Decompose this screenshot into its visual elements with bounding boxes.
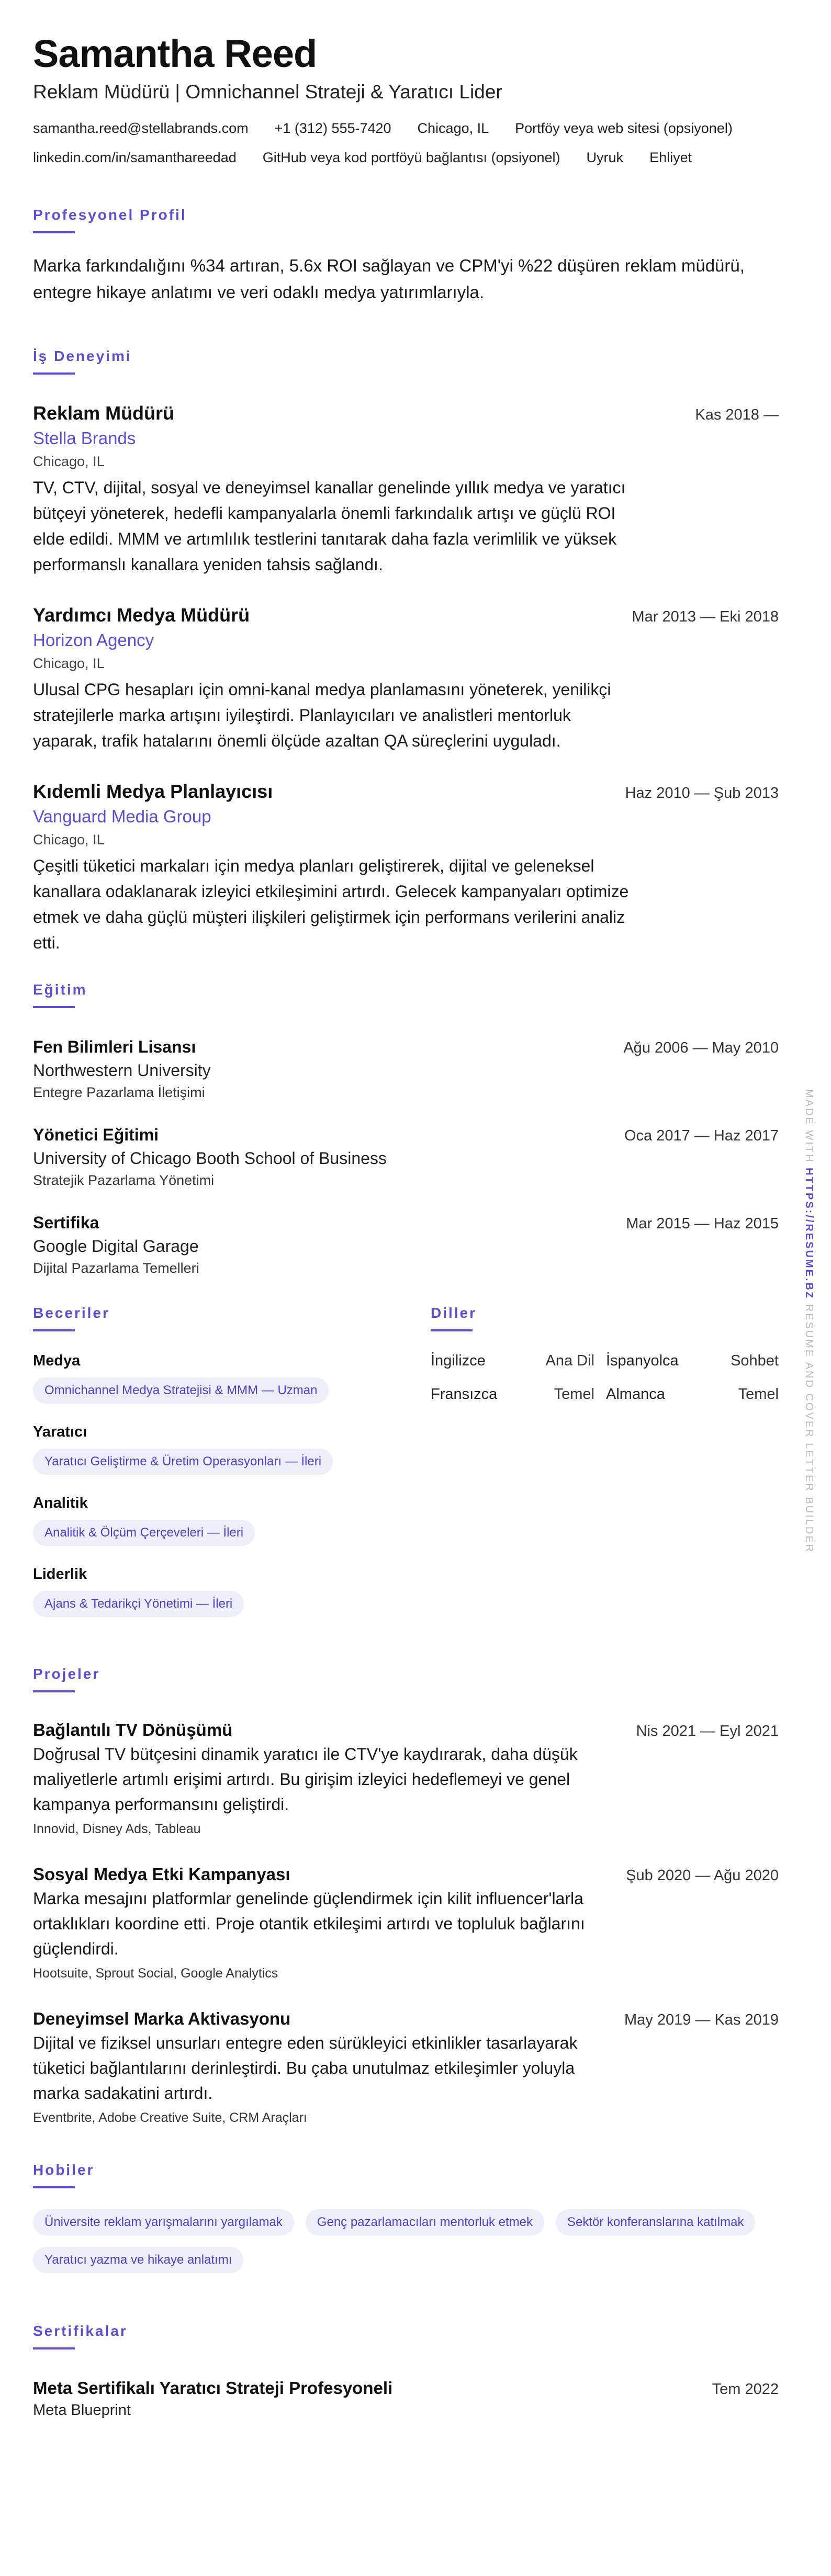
- certifications-section: [33, 2322, 779, 2421]
- experience-section: [33, 347, 779, 956]
- contact-linkedin[interactable]: linkedin.com/in/samanthareedad: [33, 150, 237, 165]
- section-divider: [33, 2347, 75, 2349]
- education-item: [33, 1035, 779, 1102]
- certifications-list: [33, 2377, 779, 2421]
- job-company: Stella Brands: [33, 428, 136, 448]
- project-item: [33, 1863, 779, 1983]
- languages-list: [431, 1350, 779, 1405]
- hobbies-section: [33, 2161, 779, 2285]
- language-item: [606, 1350, 779, 1371]
- project-description: Marka mesajını platformlar genelinde güçlendirmek için kilit influencer'larla ortaklıkları koordine etti. Proje otantik etkileşimi artırdı ve topluluk bağlarını güçlendirdi.: [33, 1889, 585, 1958]
- skills-list: [33, 1350, 431, 1617]
- skill-chip: Ajans & Tedarikçi Yönetimi — İleri: [33, 1591, 244, 1617]
- contact-phone[interactable]: +1 (312) 555-7420: [274, 120, 391, 136]
- certification-name: Meta Sertifikalı Yaratıcı Strateji Profesyoneli: [33, 2378, 393, 2398]
- skill-chip: Yaratıcı Geliştirme & Üretim Operasyonları — İleri: [33, 1449, 333, 1475]
- language-item: [606, 1384, 779, 1405]
- project-dates: May 2019 — Kas 2019: [624, 2012, 779, 2028]
- languages-section: [431, 1304, 779, 1635]
- experience-item: [33, 401, 779, 578]
- job-dates: Kas 2018 —: [695, 406, 779, 423]
- section-divider: [33, 1329, 75, 1331]
- job-title: Kıdemli Medya Planlayıcısı: [33, 781, 273, 802]
- section-divider: [431, 1329, 473, 1331]
- hobbies-list: [33, 2209, 787, 2285]
- section-title-experience: İş Deneyimi: [33, 348, 132, 364]
- contact-list: [33, 119, 797, 166]
- section-divider: [33, 1006, 75, 1008]
- project-description: Doğrusal TV bütçesini dinamik yaratıcı ile CTV'ye kaydırarak, daha düşük maliyetlerle artımlı erişimi artırdı. Bu girişim izleyici hedeflemeyi ve genel kampanya performansını geliştirdi.: [33, 1745, 578, 1814]
- watermark-link[interactable]: HTTPS://RESUME.BZ: [803, 1168, 815, 1300]
- project-name: Sosyal Medya Etki Kampanyası: [33, 1865, 290, 1884]
- project-tools: Innovid, Disney Ads, Tableau: [33, 1822, 201, 1836]
- skill-group: [33, 1493, 431, 1546]
- section-divider: [33, 1690, 75, 1692]
- language-name: Almanca: [606, 1386, 665, 1403]
- education-section: [33, 981, 779, 1278]
- education-dates: Mar 2015 — Haz 2015: [626, 1215, 779, 1232]
- contact-nationality: Uyruk: [586, 150, 624, 165]
- skills-languages-row: [33, 1304, 779, 1635]
- project-tools: Hootsuite, Sprout Social, Google Analytics: [33, 1966, 278, 1981]
- job-dates: Haz 2010 — Şub 2013: [625, 785, 779, 801]
- language-name: Fransızca: [431, 1386, 498, 1403]
- job-location: Chicago, IL: [33, 832, 105, 848]
- education-dates: Ağu 2006 — May 2010: [623, 1040, 779, 1056]
- education-list: [33, 1035, 779, 1278]
- language-name: İngilizce: [431, 1352, 486, 1369]
- school-name: Google Digital Garage: [33, 1237, 199, 1256]
- section-divider: [33, 231, 75, 233]
- skill-group-name: Analitik: [33, 1495, 88, 1511]
- contact-portfolio[interactable]: Portföy veya web sitesi (opsiyonel): [515, 120, 733, 136]
- degree-title: Sertifika: [33, 1213, 99, 1232]
- language-level: Ana Dil: [545, 1352, 594, 1369]
- section-title-skills: Beceriler: [33, 1305, 110, 1321]
- language-name: İspanyolca: [606, 1352, 679, 1369]
- section-title-projects: Projeler: [33, 1666, 100, 1682]
- hobby-chip: Üniversite reklam yarışmalarını yargılamak: [33, 2209, 294, 2235]
- section-title-education: Eğitim: [33, 981, 87, 998]
- project-item: [33, 2007, 779, 2128]
- skill-group: [33, 1421, 431, 1475]
- degree-title: Fen Bilimleri Lisansı: [33, 1037, 196, 1056]
- candidate-name: Samantha Reed: [33, 32, 317, 75]
- certification-item: [33, 2377, 779, 2421]
- contact-email[interactable]: samantha.reed@stellabrands.com: [33, 120, 249, 136]
- projects-section: [33, 1665, 779, 2128]
- hobby-chip: Yaratıcı yazma ve hikaye anlatımı: [33, 2247, 243, 2273]
- study-field: Stratejik Pazarlama Yönetimi: [33, 1172, 215, 1188]
- contact-location: Chicago, IL: [417, 120, 489, 136]
- project-dates: Nis 2021 — Eyl 2021: [636, 1723, 779, 1739]
- skill-group: [33, 1564, 431, 1617]
- hobby-chip: Genç pazarlamacıları mentorluk etmek: [306, 2209, 544, 2235]
- education-item: [33, 1123, 779, 1190]
- section-title-profile: Profesyonel Profil: [33, 207, 187, 223]
- job-location: Chicago, IL: [33, 454, 105, 469]
- skills-section: [33, 1304, 431, 1635]
- project-name: Deneyimsel Marka Aktivasyonu: [33, 2009, 291, 2028]
- hobby-chip: Sektör konferanslarına katılmak: [556, 2209, 756, 2235]
- section-title-certifications: Sertifikalar: [33, 2323, 128, 2339]
- watermark-text: [803, 1089, 815, 1553]
- experience-item: [33, 779, 779, 956]
- section-title-hobbies: Hobiler: [33, 2162, 95, 2178]
- project-dates: Şub 2020 — Ağu 2020: [626, 1867, 779, 1884]
- projects-list: [33, 1719, 779, 2128]
- job-title: Yardımcı Medya Müdürü: [33, 604, 250, 626]
- watermark-suffix: RESUME AND COVER LETTER BUILDER: [803, 1304, 815, 1554]
- project-item: [33, 1719, 779, 1839]
- language-item: [431, 1384, 606, 1405]
- project-tools: Eventbrite, Adobe Creative Suite, CRM Araçları: [33, 2110, 307, 2125]
- job-description: Çeşitli tüketici markaları için medya planları geliştirerek, dijital ve geleneksel kanallara odaklanarak izleyici etkileşimini artırdı. Gelecek kampanyaları optimize etmek ve daha güçlü müşteri ilişkileri geliştirmek için performans verilerini analiz etti.: [33, 856, 629, 952]
- certification-issuer: Meta Blueprint: [33, 2402, 131, 2419]
- section-title-languages: Diller: [431, 1305, 477, 1321]
- watermark-prefix: MADE WITH: [803, 1089, 815, 1163]
- profile-summary: Marka farkındalığını %34 artıran, 5.6x ROI sağlayan ve CPM'yi %22 düşüren reklam müdürü, entegre hikaye anlatımı ve veri odaklı medya yatırımlarıyla.: [33, 256, 745, 302]
- degree-title: Yönetici Eğitimi: [33, 1125, 159, 1144]
- skill-chip: Analitik & Ölçüm Çerçeveleri — İleri: [33, 1520, 255, 1546]
- project-description: Dijital ve fiziksel unsurları entegre eden sürükleyici etkinlikler tasarlayarak tüketici bağlantılarını derinleştirdi. Bu çaba unutulmaz etkileşimler yoluyla marka sadakatini artırdı.: [33, 2033, 578, 2103]
- candidate-headline: Reklam Müdürü | Omnichannel Strateji & Yaratıcı Lider: [33, 81, 502, 103]
- language-level: Sohbet: [731, 1352, 779, 1369]
- experience-list: [33, 401, 779, 956]
- job-description: Ulusal CPG hesapları için omni-kanal medya planlamasını yöneterek, yenilikçi stratejilerle marka artışını iyileştirdi. Planlayıcıları ve analistleri mentorluk yaparak, trafik hatalarını önemli ölçüde azaltan QA süreçlerini uyguladı.: [33, 680, 611, 750]
- resume-header: [33, 30, 779, 166]
- skill-group-name: Yaratıcı: [33, 1423, 87, 1440]
- school-name: University of Chicago Booth School of Business: [33, 1149, 387, 1168]
- school-name: Northwestern University: [33, 1061, 211, 1080]
- language-level: Temel: [554, 1386, 594, 1403]
- job-company: Vanguard Media Group: [33, 807, 211, 826]
- skill-group: [33, 1350, 431, 1404]
- study-field: Entegre Pazarlama İletişimi: [33, 1084, 205, 1100]
- contact-license: Ehliyet: [649, 150, 692, 165]
- watermark: [803, 1089, 826, 1554]
- job-location: Chicago, IL: [33, 656, 105, 671]
- section-divider: [33, 2186, 75, 2188]
- job-dates: Mar 2013 — Eki 2018: [632, 608, 779, 625]
- skill-group-name: Liderlik: [33, 1566, 87, 1583]
- job-description: TV, CTV, dijital, sosyal ve deneyimsel kanallar genelinde yıllık medya ve yaratıcı bütçeyi yöneterek, hedefli kampanyalarla önemli farkındalık artışı ve güçlü ROI elde edildi. MMM ve artımlılık testlerini tanıtarak daha fazla verimlilik ve yüksek performanslı kanallara yeniden tahsis sağlandı.: [33, 478, 626, 574]
- project-name: Bağlantılı TV Dönüşümü: [33, 1720, 233, 1739]
- study-field: Dijital Pazarlama Temelleri: [33, 1260, 199, 1276]
- education-dates: Oca 2017 — Haz 2017: [624, 1127, 779, 1144]
- language-item: [431, 1350, 606, 1371]
- job-title: Reklam Müdürü: [33, 402, 175, 424]
- section-divider: [33, 372, 75, 375]
- language-level: Temel: [738, 1386, 779, 1403]
- contact-github[interactable]: GitHub veya kod portföyü bağlantısı (opsiyonel): [262, 150, 560, 165]
- skill-group-name: Medya: [33, 1352, 81, 1369]
- experience-item: [33, 603, 779, 754]
- skill-chip: Omnichannel Medya Stratejisi & MMM — Uzman: [33, 1377, 329, 1404]
- education-item: [33, 1211, 779, 1278]
- certification-date: Tem 2022: [712, 2381, 779, 2398]
- job-company: Horizon Agency: [33, 630, 154, 650]
- profile-section: [33, 206, 779, 306]
